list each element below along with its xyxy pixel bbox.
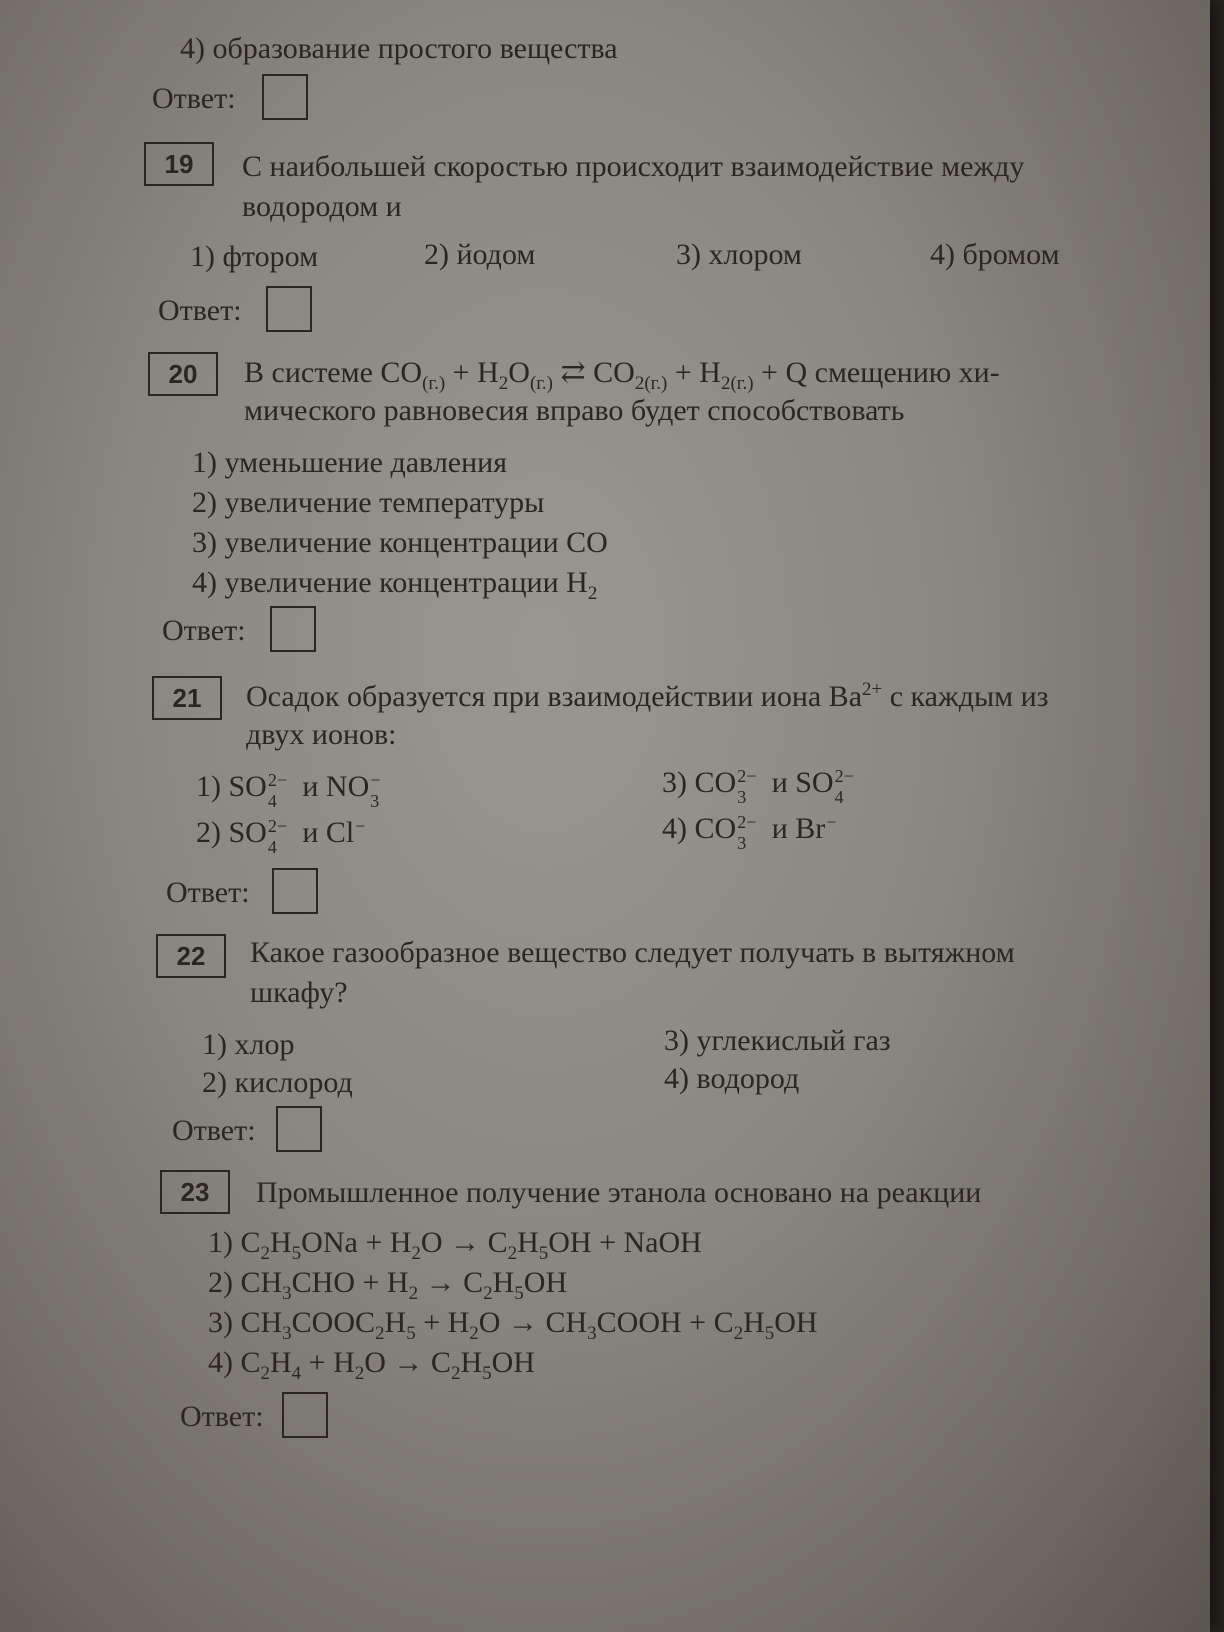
- answer-label: Ответ:: [172, 1114, 256, 1147]
- q20-option-1: 1) уменьшение давления: [192, 446, 508, 479]
- q20-option-3: 3) увеличение концентрации CO: [192, 526, 608, 559]
- q19-answer-box[interactable]: [266, 286, 312, 332]
- q23-option-4: 4) $C_2H_4 + H_2O \to C_2H_5OH$: [208, 1346, 535, 1384]
- q21-answer-box[interactable]: [272, 868, 318, 914]
- q21-option-4: 4) CO 2− 3 и Br −: [662, 812, 837, 853]
- q22-option-2: 2) кислород: [202, 1066, 353, 1099]
- q21-stem-line1: Осадок образуется при взаимодействии иона $Ba^{2+}$ с каждым из: [246, 679, 1049, 713]
- question-number: 22: [156, 934, 226, 978]
- q22-stem-line2: шкафу?: [250, 976, 348, 1009]
- question-number: 19: [144, 142, 214, 186]
- q20-stem-line1: В системе $CO_{(г.)} + H_2O_{(г.)}$ ⇄ $CO_{2(г.)} + H_{2(г.)} + Q$ смещению хи-: [244, 356, 1000, 394]
- q22-option-3: 3) углекислый газ: [664, 1024, 891, 1057]
- question-number: 23: [160, 1170, 230, 1214]
- q22-answer-box[interactable]: [276, 1106, 322, 1152]
- q22-option-4: 4) водород: [664, 1062, 800, 1095]
- q19-option-3: 3) хлором: [676, 238, 802, 271]
- answer-label: Ответ:: [166, 876, 250, 909]
- answer-label: Ответ:: [180, 1400, 264, 1433]
- q23-option-1: 1) $C_2H_5ONa + H_2O \to C_2H_5OH$ + NaOH: [208, 1226, 702, 1264]
- q21-option-3: 3) CO 2− 3 и SO 2− 4: [662, 766, 854, 807]
- q21-option-2: 2) SO 2− 4 и Cl −: [196, 816, 366, 857]
- answer-label: Ответ:: [162, 614, 246, 647]
- q20-stem-line2: мического равновесия вправо будет способствовать: [244, 394, 905, 427]
- question-number: 20: [148, 352, 218, 396]
- q20-option-2: 2) увеличение температуры: [192, 486, 545, 519]
- q18-answer-box[interactable]: [262, 74, 308, 120]
- q22-stem-line1: Какое газообразное вещество следует получать в вытяжном: [250, 936, 1015, 969]
- question-number: 21: [152, 676, 222, 720]
- q20-option-4: 4) увеличение концентрации $H_2$: [192, 566, 598, 604]
- q23-option-3: 3) $CH_3COOC_2H_5 + H_2O$ → $CH_3COOH + C_2H_5OH$: [208, 1306, 818, 1344]
- q19-option-4: 4) бромом: [930, 238, 1060, 271]
- q23-answer-box[interactable]: [282, 1392, 328, 1438]
- q19-stem-line1: С наибольшей скоростью происходит взаимодействие между: [242, 150, 1025, 183]
- q19-option-2: 2) йодом: [424, 238, 536, 271]
- q22-option-1: 1) хлор: [202, 1028, 295, 1061]
- q18-option-4: 4) образование простого вещества: [180, 32, 618, 65]
- equilibrium-arrow: ⇄: [553, 356, 594, 389]
- q20-answer-box[interactable]: [270, 606, 316, 652]
- q23-stem-line1: Промышленное получение этанола основано на реакции: [256, 1176, 982, 1209]
- answer-label: Ответ:: [158, 294, 242, 327]
- q19-option-1: 1) фтором: [190, 240, 319, 273]
- q19-stem-line2: водородом и: [242, 190, 402, 223]
- q23-option-2: 2) $CH_3CHO + H_2 \to C_2H_5OH$: [208, 1266, 568, 1304]
- q21-stem-line2: двух ионов:: [246, 718, 397, 751]
- answer-label: Ответ:: [152, 82, 236, 115]
- q21-option-1: 1) SO 2− 4 и NO − 3: [196, 770, 381, 811]
